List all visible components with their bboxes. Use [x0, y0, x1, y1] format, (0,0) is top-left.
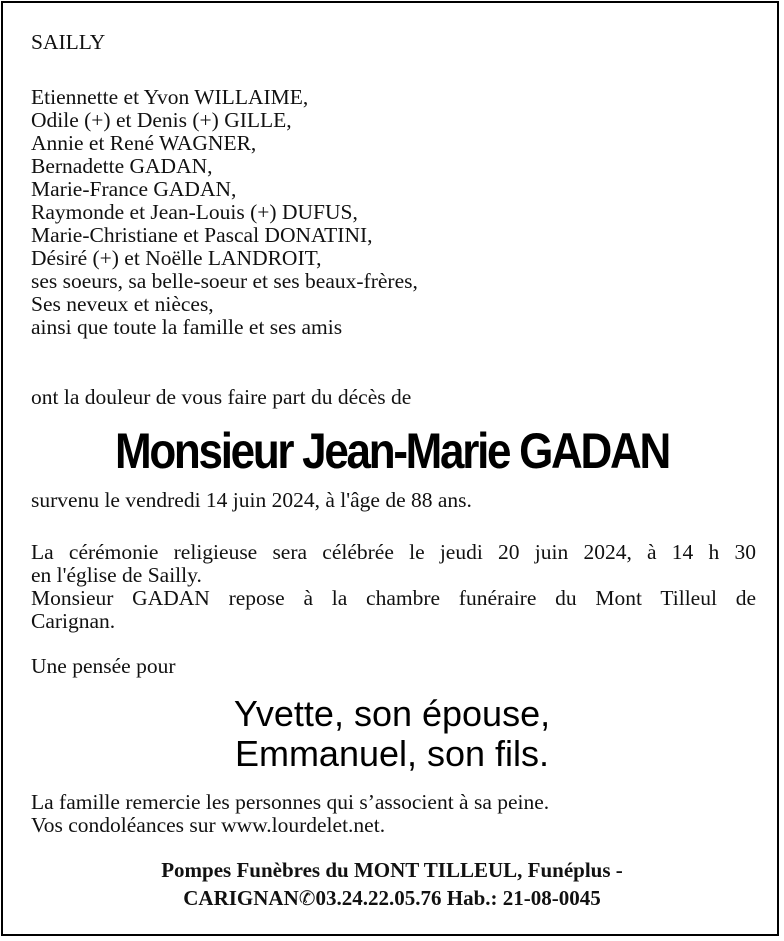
- thought-intro: [31, 655, 756, 678]
- ceremony-line: en l'église de Sailly.: [31, 563, 202, 587]
- family-line: Désiré (+) et Noëlle LANDROIT,: [31, 246, 322, 270]
- family-list: [31, 86, 756, 339]
- announcement-text: [31, 386, 756, 409]
- ceremony-line: Carignan.: [31, 609, 116, 633]
- phone-icon: ✆: [298, 888, 316, 910]
- funeral-home-name: Pompes Funèbres du MONT TILLEUL, Funéplus -: [161, 858, 623, 882]
- ceremony-line: Monsieur GADAN repose à la chambre funéraire du Mont Tilleul de: [31, 586, 756, 610]
- family-line: Raymonde et Jean-Louis (+) DUFUS,: [31, 200, 358, 224]
- ceremony-line: La cérémonie religieuse sera célébrée le jeudi 20 juin 2024, à 14 h 30: [31, 540, 756, 564]
- death-info-line: survenu le vendredi 14 juin 2024, à l'âge de 88 ans.: [31, 488, 472, 512]
- thanks-paragraph: [31, 791, 756, 837]
- family-line: Annie et René WAGNER,: [31, 131, 257, 155]
- family-line: Ses neveux et nièces,: [31, 292, 214, 316]
- family-line: Odile (+) et Denis (+) GILLE,: [31, 108, 292, 132]
- location-header: [31, 31, 756, 54]
- thanks-line: La famille remercie les personnes qui s’associent à sa peine.: [31, 790, 550, 814]
- condolences-line: Vos condoléances sur www.lourdelet.net.: [31, 813, 386, 837]
- funeral-home-contact: [0, 884, 784, 913]
- funeral-home-city: CARIGNAN: [183, 886, 299, 910]
- funeral-home-details: 03.24.22.05.76 Hab.: 21-08-0045: [315, 886, 601, 910]
- tribute-spouse: Yvette, son épouse,: [233, 693, 551, 734]
- family-line: ses soeurs, sa belle-soeur et ses beaux-frères,: [31, 269, 418, 293]
- thought-intro-line: Une pensée pour: [31, 654, 176, 678]
- deceased-name: Monsieur Jean-Marie GADAN: [114, 423, 670, 479]
- family-line: ainsi que toute la famille et ses amis: [31, 315, 343, 339]
- ceremony-paragraph: [31, 541, 756, 633]
- announcement-line: ont la douleur de vous faire part du décès de: [31, 385, 412, 409]
- family-line: Marie-France GADAN,: [31, 177, 237, 201]
- family-line: Marie-Christiane et Pascal DONATINI,: [31, 223, 373, 247]
- tribute-son: Emmanuel, son fils.: [234, 733, 550, 774]
- family-line: Etiennette et Yvon WILLAIME,: [31, 85, 309, 109]
- death-info: [31, 489, 756, 512]
- location-label: SAILLY: [31, 30, 106, 54]
- family-line: Bernadette GADAN,: [31, 154, 213, 178]
